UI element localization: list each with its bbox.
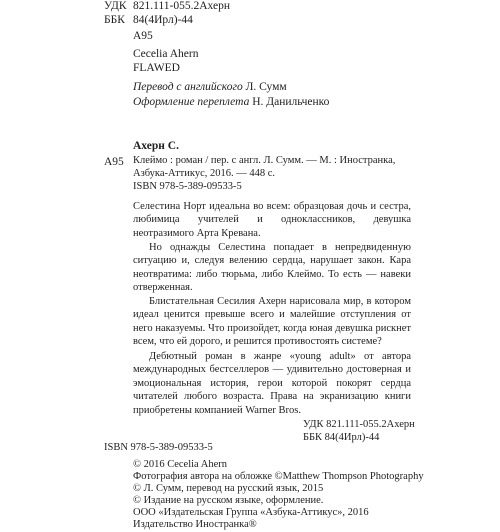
copyright-line: © Издание на русском языке, оформление. <box>133 495 324 506</box>
udk-label: УДК <box>104 0 127 12</box>
author-mark-top: А95 <box>133 30 153 42</box>
annotation-paragraph: Но однажды Селестина попадает в непредвиденную ситуацию и, следуя велению сердца, нарушает закон. Кара неотвратима: либо тюрьма, либо Клеймо. То есть — навеки отверженная. <box>133 242 411 294</box>
cover-credit <box>133 95 329 109</box>
entry-line-3: ISBN 978-5-389-09533-5 <box>133 181 242 192</box>
translation-credit <box>133 80 287 94</box>
bbk-label: ББК <box>104 14 125 26</box>
copyright-line: ООО «Издательская Группа «Азбука-Аттикус», 2016 <box>133 507 369 518</box>
entry-line-2: Азбука-Аттикус, 2016. — 448 с. <box>133 168 276 179</box>
udk-value: 821.111-055.2Ахерн <box>133 0 231 12</box>
bottom-bbk: ББК 84(4Ирл)-44 <box>303 432 380 443</box>
copyright-line: © Л. Сумм, перевод на русский язык, 2015 <box>133 483 324 494</box>
translation-label: Перевод с английского <box>133 81 243 93</box>
bbk-value: 84(4Ирл)-44 <box>133 14 193 26</box>
isbn: ISBN 978-5-389-09533-5 <box>104 442 213 453</box>
copyright-line: © 2016 Cecelia Ahern <box>133 459 227 470</box>
author-mark: А95 <box>104 156 124 168</box>
translation-name: Л. Сумм <box>245 81 287 93</box>
original-title: FLAWED <box>133 62 180 74</box>
original-author: Cecelia Ahern <box>133 48 199 60</box>
annotation-paragraph: Дебютный роман в жанре «young adult» от автора международных бестселлеров — удивительно достоверная и эмоциональная история, герои которой покорят сердца читателей любого возраста. Права на экранизацию книги приобретены компанией Warner Bros. <box>133 351 411 416</box>
annotation-paragraph: Селестина Норт идеальна во всем: образцовая дочь и сестра, любимица учителей и одноклассников, девушка неотразимого Арта Кревана. <box>133 201 411 239</box>
bottom-udk: УДК 821.111-055.2Ахерн <box>303 419 415 430</box>
annotation-paragraph: Блистательная Сесилия Ахерн нарисовала мир, в котором идеал ценится превыше всего и малейшие отступления от него наказуемы. Что произойдет, когда юная девушка рискнет всем, что ей дорого, и решится противостоять системе? <box>133 296 411 348</box>
cover-label: Оформление переплета <box>133 96 250 108</box>
copyright-line: Фотография автора на обложке ©Matthew Thompson Photography <box>133 471 424 482</box>
cover-name: Н. Данильченко <box>252 96 330 108</box>
copyright-line: Издательство Иностранка® <box>133 519 257 530</box>
author-heading: Ахерн С. <box>133 140 179 152</box>
entry-line-1: Клеймо : роман / пер. с англ. Л. Сумм. — М. : Иностранка, <box>133 155 396 166</box>
